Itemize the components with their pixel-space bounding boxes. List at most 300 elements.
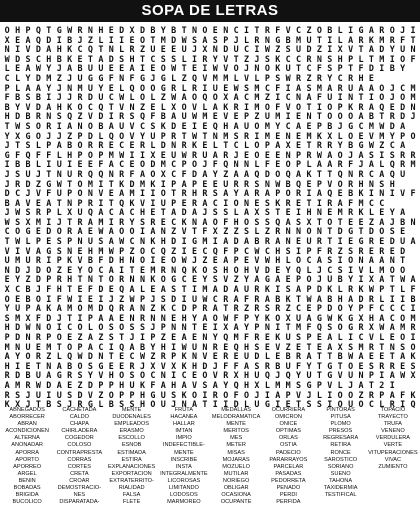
grid-cell[interactable]: T (171, 188, 177, 199)
grid-cell[interactable]: K (160, 120, 166, 131)
grid-cell[interactable]: N (77, 120, 83, 131)
grid-cell[interactable]: V (223, 274, 229, 285)
grid-cell[interactable]: S (129, 370, 135, 381)
grid-cell[interactable]: N (56, 168, 62, 179)
grid-cell[interactable]: R (4, 389, 10, 400)
grid-cell[interactable]: F (275, 25, 281, 35)
grid-cell[interactable]: A (108, 226, 114, 237)
grid-cell[interactable]: R (15, 178, 21, 189)
grid-cell[interactable]: H (275, 255, 281, 266)
grid-cell[interactable]: L (337, 130, 343, 141)
grid-cell[interactable]: O (160, 188, 166, 199)
grid-cell[interactable]: N (119, 72, 125, 83)
grid-cell[interactable]: U (244, 284, 250, 295)
grid-cell[interactable]: S (327, 63, 333, 74)
grid-cell[interactable]: I (46, 255, 52, 266)
grid-cell[interactable]: E (233, 351, 239, 362)
grid-cell[interactable]: O (337, 399, 343, 410)
grid-cell[interactable]: R (348, 72, 354, 83)
grid-cell[interactable]: H (56, 284, 62, 295)
grid-cell[interactable]: O (296, 101, 302, 112)
grid-cell[interactable]: E (181, 120, 187, 131)
grid-cell[interactable]: O (285, 188, 291, 199)
grid-cell[interactable]: J (67, 72, 73, 83)
grid-cell[interactable]: S (108, 332, 114, 342)
grid-cell[interactable]: L (264, 379, 270, 390)
grid-cell[interactable]: D (233, 399, 239, 410)
grid-cell[interactable]: O (379, 226, 385, 237)
grid-cell[interactable]: L (400, 284, 406, 295)
grid-cell[interactable]: O (233, 264, 239, 275)
grid-cell[interactable]: M (410, 92, 416, 103)
grid-cell[interactable]: Q (98, 101, 104, 112)
grid-cell[interactable]: S (25, 92, 31, 103)
grid-cell[interactable]: B (171, 25, 177, 35)
grid-cell[interactable]: C (129, 207, 135, 218)
grid-cell[interactable]: E (129, 34, 135, 45)
grid-cell[interactable]: W (181, 34, 187, 45)
grid-cell[interactable]: E (191, 370, 198, 381)
grid-cell[interactable]: H (160, 341, 166, 352)
grid-cell[interactable]: L (254, 72, 260, 83)
grid-cell[interactable]: I (327, 34, 333, 45)
grid-cell[interactable]: Z (337, 245, 343, 256)
grid-cell[interactable]: O (233, 63, 239, 74)
grid-cell[interactable]: O (191, 92, 198, 103)
grid-cell[interactable]: Y (233, 188, 239, 199)
grid-cell[interactable]: J (56, 63, 62, 74)
grid-cell[interactable]: V (296, 389, 302, 400)
grid-cell[interactable]: E (358, 360, 364, 371)
grid-cell[interactable]: Q (296, 264, 302, 275)
grid-cell[interactable]: R (181, 188, 187, 199)
grid-cell[interactable]: D (223, 44, 229, 55)
grid-cell[interactable]: S (212, 188, 218, 199)
grid-cell[interactable]: A (108, 312, 114, 323)
grid-cell[interactable]: M (379, 130, 385, 141)
grid-cell[interactable]: O (316, 25, 322, 35)
grid-cell[interactable]: B (108, 399, 114, 410)
grid-cell[interactable]: J (348, 149, 354, 160)
grid-cell[interactable]: O (77, 303, 83, 314)
grid-cell[interactable]: O (410, 130, 416, 141)
grid-cell[interactable]: T (306, 101, 312, 112)
grid-cell[interactable]: J (35, 284, 41, 295)
grid-cell[interactable]: X (337, 341, 343, 352)
grid-cell[interactable]: I (285, 111, 291, 122)
grid-cell[interactable]: F (233, 360, 239, 371)
grid-cell[interactable]: R (129, 44, 135, 55)
grid-cell[interactable]: K (316, 130, 322, 141)
grid-cell[interactable]: N (171, 264, 177, 275)
grid-cell[interactable]: W (129, 293, 135, 304)
grid-cell[interactable]: P (244, 111, 250, 122)
grid-cell[interactable]: A (358, 149, 364, 160)
grid-cell[interactable]: A (160, 379, 166, 390)
grid-cell[interactable]: A (275, 274, 281, 285)
grid-cell[interactable]: N (264, 34, 270, 45)
grid-cell[interactable]: D (35, 44, 41, 55)
grid-cell[interactable]: S (56, 245, 62, 256)
grid-cell[interactable]: D (202, 360, 208, 371)
grid-cell[interactable]: C (108, 92, 114, 103)
grid-cell[interactable]: Z (285, 341, 291, 352)
grid-cell[interactable]: B (275, 360, 281, 371)
grid-cell[interactable]: S (129, 111, 135, 122)
grid-cell[interactable]: D (191, 168, 198, 179)
grid-cell[interactable]: H (119, 379, 125, 390)
grid-cell[interactable]: K (181, 216, 187, 227)
grid-cell[interactable]: R (150, 216, 156, 227)
grid-cell[interactable]: N (389, 255, 395, 266)
grid-cell[interactable]: T (129, 264, 135, 275)
grid-cell[interactable]: E (87, 159, 93, 170)
grid-cell[interactable]: I (316, 101, 322, 112)
grid-cell[interactable]: H (337, 53, 343, 64)
grid-cell[interactable]: E (379, 351, 385, 362)
grid-cell[interactable]: E (171, 44, 177, 55)
grid-cell[interactable]: D (400, 101, 406, 112)
grid-cell[interactable]: M (223, 130, 229, 141)
grid-cell[interactable]: I (191, 53, 198, 64)
grid-cell[interactable]: K (358, 207, 364, 218)
grid-cell[interactable]: G (275, 34, 281, 45)
grid-cell[interactable]: M (358, 341, 364, 352)
grid-cell[interactable]: S (296, 216, 302, 227)
grid-cell[interactable]: M (254, 101, 260, 112)
grid-cell[interactable]: R (389, 399, 395, 410)
grid-cell[interactable]: N (296, 92, 302, 103)
grid-cell[interactable]: P (275, 188, 281, 199)
grid-cell[interactable]: Q (285, 168, 291, 179)
grid-cell[interactable]: E (108, 140, 114, 151)
grid-cell[interactable]: K (181, 360, 187, 371)
grid-cell[interactable]: O (212, 92, 218, 103)
grid-cell[interactable]: N (296, 226, 302, 237)
grid-cell[interactable]: G (160, 72, 166, 83)
grid-cell[interactable]: T (181, 130, 187, 141)
grid-cell[interactable]: Q (87, 44, 93, 55)
grid-cell[interactable]: L (379, 293, 385, 304)
grid-cell[interactable]: M (410, 159, 416, 170)
grid-cell[interactable]: G (327, 360, 333, 371)
grid-cell[interactable]: E (35, 226, 41, 237)
grid-cell[interactable]: L (25, 236, 31, 247)
grid-cell[interactable]: N (202, 332, 208, 342)
grid-cell[interactable]: R (160, 264, 166, 275)
grid-cell[interactable]: I (139, 63, 145, 74)
grid-cell[interactable]: D (87, 130, 93, 141)
grid-cell[interactable]: B (98, 120, 104, 131)
grid-cell[interactable]: O (77, 360, 83, 371)
grid-cell[interactable]: S (25, 140, 31, 151)
grid-cell[interactable]: D (150, 159, 156, 170)
grid-cell[interactable]: Y (244, 274, 250, 285)
grid-cell[interactable]: J (337, 120, 343, 131)
grid-cell[interactable]: S (244, 82, 250, 93)
grid-cell[interactable]: D (171, 34, 177, 45)
grid-cell[interactable]: A (389, 370, 395, 381)
grid-cell[interactable]: V (77, 255, 83, 266)
grid-cell[interactable]: A (181, 92, 187, 103)
grid-cell[interactable]: I (15, 245, 21, 256)
grid-cell[interactable]: J (275, 370, 281, 381)
grid-cell[interactable]: U (348, 370, 354, 381)
grid-cell[interactable]: P (77, 149, 83, 160)
grid-cell[interactable]: I (212, 399, 218, 410)
grid-cell[interactable]: Y (46, 82, 52, 93)
grid-cell[interactable]: N (25, 332, 31, 342)
grid-cell[interactable]: A (316, 188, 322, 199)
grid-cell[interactable]: Q (108, 303, 114, 314)
grid-cell[interactable]: J (139, 360, 145, 371)
grid-cell[interactable]: E (264, 341, 270, 352)
grid-cell[interactable]: X (25, 312, 31, 323)
grid-cell[interactable]: N (87, 188, 93, 199)
grid-cell[interactable]: W (4, 216, 10, 227)
grid-cell[interactable]: G (139, 72, 145, 83)
grid-cell[interactable]: V (181, 226, 187, 237)
grid-cell[interactable]: O (202, 370, 208, 381)
grid-cell[interactable]: U (191, 341, 198, 352)
grid-cell[interactable]: D (77, 389, 83, 400)
grid-cell[interactable]: K (181, 389, 187, 400)
grid-cell[interactable]: J (316, 264, 322, 275)
grid-cell[interactable]: R (254, 303, 260, 314)
grid-cell[interactable]: S (25, 120, 31, 131)
grid-cell[interactable]: Q (327, 188, 333, 199)
grid-cell[interactable]: I (358, 274, 364, 285)
grid-cell[interactable]: N (191, 25, 198, 35)
grid-cell[interactable]: G (171, 274, 177, 285)
grid-cell[interactable]: A (379, 274, 385, 285)
grid-cell[interactable]: L (337, 284, 343, 295)
grid-cell[interactable]: H (67, 274, 73, 285)
grid-cell[interactable]: E (348, 236, 354, 247)
grid-cell[interactable]: C (4, 72, 10, 83)
grid-cell[interactable]: I (306, 188, 312, 199)
grid-cell[interactable]: L (150, 92, 156, 103)
grid-cell[interactable]: R (306, 53, 312, 64)
grid-cell[interactable]: C (67, 322, 73, 333)
grid-cell[interactable]: K (4, 399, 10, 410)
grid-cell[interactable]: I (244, 101, 250, 112)
grid-cell[interactable]: J (56, 92, 62, 103)
grid-cell[interactable]: A (327, 82, 333, 93)
grid-cell[interactable]: R (67, 370, 73, 381)
grid-cell[interactable]: I (327, 44, 333, 55)
grid-cell[interactable]: R (56, 274, 62, 285)
grid-cell[interactable]: J (25, 399, 31, 410)
grid-cell[interactable]: E (348, 216, 354, 227)
grid-cell[interactable]: R (358, 34, 364, 45)
grid-cell[interactable]: G (348, 312, 354, 323)
grid-cell[interactable]: I (212, 322, 218, 333)
grid-cell[interactable]: O (150, 168, 156, 179)
grid-cell[interactable]: T (4, 236, 10, 247)
grid-cell[interactable]: D (181, 303, 187, 314)
grid-cell[interactable]: P (67, 188, 73, 199)
grid-cell[interactable]: V (139, 197, 145, 208)
grid-cell[interactable]: S (160, 53, 166, 64)
grid-cell[interactable]: A (139, 168, 145, 179)
grid-cell[interactable]: W (35, 379, 41, 390)
grid-cell[interactable]: K (160, 303, 166, 314)
grid-cell[interactable]: R (139, 140, 145, 151)
grid-cell[interactable]: E (275, 264, 281, 275)
grid-cell[interactable]: P (119, 245, 125, 256)
grid-cell[interactable]: Z (98, 332, 104, 342)
grid-cell[interactable]: R (191, 197, 198, 208)
grid-cell[interactable]: O (191, 389, 198, 400)
grid-cell[interactable]: E (212, 25, 218, 35)
grid-cell[interactable]: Y (212, 53, 218, 64)
grid-cell[interactable]: L (98, 34, 104, 45)
grid-cell[interactable]: F (233, 312, 239, 323)
grid-cell[interactable]: X (160, 168, 166, 179)
grid-cell[interactable]: H (358, 72, 364, 83)
grid-cell[interactable]: O (400, 53, 406, 64)
grid-cell[interactable]: I (15, 360, 21, 371)
grid-cell[interactable]: N (348, 168, 354, 179)
grid-cell[interactable]: O (264, 101, 270, 112)
grid-cell[interactable]: M (160, 34, 166, 45)
grid-cell[interactable]: U (264, 111, 270, 122)
grid-cell[interactable]: N (46, 360, 52, 371)
grid-cell[interactable]: F (46, 149, 52, 160)
grid-cell[interactable]: R (35, 207, 41, 218)
grid-cell[interactable]: Y (77, 264, 83, 275)
grid-cell[interactable]: M (150, 264, 156, 275)
grid-cell[interactable]: R (316, 140, 322, 151)
grid-cell[interactable]: S (77, 370, 83, 381)
grid-cell[interactable]: I (129, 149, 135, 160)
grid-cell[interactable]: X (327, 130, 333, 141)
grid-cell[interactable]: E (108, 82, 114, 93)
grid-cell[interactable]: X (306, 216, 312, 227)
grid-cell[interactable]: E (202, 140, 208, 151)
grid-cell[interactable]: O (212, 216, 218, 227)
grid-cell[interactable]: A (389, 389, 395, 400)
grid-cell[interactable]: C (98, 264, 104, 275)
grid-cell[interactable]: Z (171, 226, 177, 237)
grid-cell[interactable]: I (202, 82, 208, 93)
grid-cell[interactable]: O (348, 130, 354, 141)
grid-cell[interactable]: P (264, 72, 270, 83)
grid-cell[interactable]: R (379, 25, 385, 35)
grid-cell[interactable]: O (139, 245, 145, 256)
grid-cell[interactable]: U (223, 178, 229, 189)
grid-cell[interactable]: H (358, 178, 364, 189)
grid-cell[interactable]: E (316, 332, 322, 342)
grid-cell[interactable]: H (129, 53, 135, 64)
grid-cell[interactable]: L (56, 207, 62, 218)
grid-cell[interactable]: O (400, 264, 406, 275)
grid-cell[interactable]: N (191, 351, 198, 362)
grid-cell[interactable]: E (389, 332, 395, 342)
grid-cell[interactable]: A (108, 159, 114, 170)
grid-cell[interactable]: O (46, 322, 52, 333)
grid-cell[interactable]: O (139, 34, 145, 45)
grid-cell[interactable]: A (56, 140, 62, 151)
grid-cell[interactable]: P (264, 140, 270, 151)
grid-cell[interactable]: H (56, 44, 62, 55)
grid-cell[interactable]: W (4, 53, 10, 64)
grid-cell[interactable]: O (348, 111, 354, 122)
grid-cell[interactable]: B (389, 63, 395, 74)
grid-cell[interactable]: I (348, 332, 354, 342)
grid-cell[interactable]: L (337, 34, 343, 45)
grid-cell[interactable]: H (160, 236, 166, 247)
grid-cell[interactable]: S (316, 399, 322, 410)
grid-cell[interactable]: S (129, 322, 135, 333)
grid-cell[interactable]: M (67, 303, 73, 314)
grid-cell[interactable]: C (296, 53, 302, 64)
grid-cell[interactable]: A (202, 312, 208, 323)
grid-cell[interactable]: 2 (379, 379, 385, 390)
grid-cell[interactable]: A (368, 101, 374, 112)
grid-cell[interactable]: M (4, 341, 10, 352)
grid-cell[interactable]: W (379, 120, 385, 131)
grid-cell[interactable]: F (98, 255, 104, 266)
grid-cell[interactable]: R (191, 82, 198, 93)
grid-cell[interactable]: V (25, 245, 31, 256)
grid-cell[interactable]: C (129, 351, 135, 362)
grid-cell[interactable]: P (306, 284, 312, 295)
grid-cell[interactable]: I (150, 255, 156, 266)
grid-cell[interactable]: E (264, 149, 270, 160)
grid-cell[interactable]: L (337, 332, 343, 342)
grid-cell[interactable]: T (46, 168, 52, 179)
grid-cell[interactable]: O (275, 168, 281, 179)
grid-cell[interactable]: A (129, 303, 135, 314)
grid-cell[interactable]: A (35, 82, 41, 93)
grid-cell[interactable]: C (400, 303, 406, 314)
grid-cell[interactable]: A (275, 389, 281, 400)
grid-cell[interactable]: L (171, 72, 177, 83)
grid-cell[interactable]: S (171, 53, 177, 64)
grid-cell[interactable]: O (337, 178, 343, 189)
grid-cell[interactable]: W (254, 245, 260, 256)
grid-cell[interactable]: G (306, 379, 312, 390)
grid-cell[interactable]: P (316, 178, 322, 189)
grid-cell[interactable]: H (67, 149, 73, 160)
grid-cell[interactable]: I (181, 236, 187, 247)
grid-cell[interactable]: P (223, 34, 229, 45)
grid-cell[interactable]: N (285, 149, 291, 160)
grid-cell[interactable]: A (316, 293, 322, 304)
grid-cell[interactable]: F (275, 101, 281, 112)
grid-cell[interactable]: B (285, 34, 291, 45)
grid-cell[interactable]: O (25, 351, 31, 362)
grid-cell[interactable]: F (400, 389, 406, 400)
grid-cell[interactable]: R (275, 226, 281, 237)
grid-cell[interactable]: C (244, 245, 250, 256)
grid-cell[interactable]: N (35, 322, 41, 333)
grid-cell[interactable]: O (348, 389, 354, 400)
grid-cell[interactable]: E (77, 159, 83, 170)
grid-cell[interactable]: W (212, 63, 218, 74)
grid-cell[interactable]: A (108, 120, 114, 131)
grid-cell[interactable]: D (108, 53, 114, 64)
grid-cell[interactable]: Q (264, 370, 270, 381)
grid-cell[interactable]: P (337, 63, 343, 74)
grid-cell[interactable]: E (171, 332, 177, 342)
grid-cell[interactable]: T (77, 274, 83, 285)
grid-cell[interactable]: E (379, 236, 385, 247)
grid-cell[interactable]: A (46, 101, 52, 112)
grid-cell[interactable]: M (379, 53, 385, 64)
